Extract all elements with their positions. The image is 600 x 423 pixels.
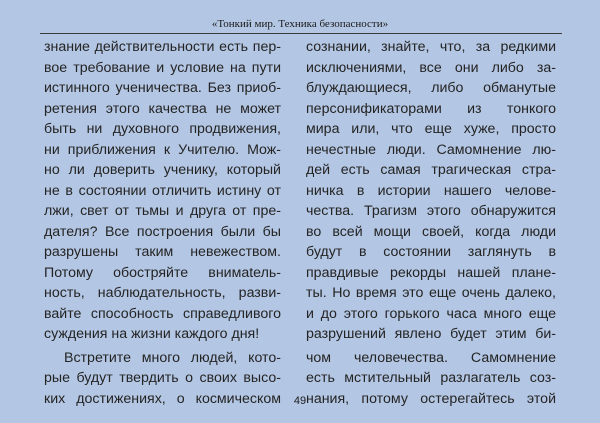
text-line: вайте способность справедливого bbox=[44, 305, 281, 322]
text-line: блуждающиеся, либо обманутые bbox=[306, 80, 556, 96]
text-line: и до этого горького часа много еще bbox=[306, 305, 556, 322]
text-line: вое требование и условие на пути bbox=[44, 59, 281, 76]
text-line: дателя? Все построения были бы bbox=[44, 223, 281, 240]
text-line: ничка в истории нашего челове- bbox=[306, 182, 556, 199]
page-number: 49 bbox=[293, 395, 307, 407]
text-line: дей есть самая трагическая стра- bbox=[306, 162, 556, 178]
left-text-column bbox=[44, 37, 281, 409]
right-text-column bbox=[306, 37, 556, 409]
text-line: есть мстительный разлагатель соз- bbox=[306, 370, 556, 386]
text-line: лжи, свет от тьмы и друга от пре- bbox=[44, 203, 281, 219]
running-header: «Тонкий мир. Техника безопасности» bbox=[211, 18, 389, 30]
text-line: Встретите много людей, кото- bbox=[64, 349, 281, 366]
text-line: разрушены таким невежеством. bbox=[44, 244, 281, 260]
text-line: истинного ученичества. Без приоб- bbox=[44, 80, 281, 96]
text-line: знание действительности есть пер- bbox=[44, 39, 281, 55]
text-line: не в состоянии отличить истину от bbox=[44, 182, 281, 199]
text-line: чом человечества. Самомнение bbox=[306, 349, 556, 366]
text-line: правдивые рекорды нашей плане- bbox=[306, 264, 556, 281]
text-line: но ли доверить ученику, который bbox=[44, 162, 281, 178]
text-line: разрушений явлено будет этим би- bbox=[306, 326, 556, 342]
text-line: ких достижениях, о космическом bbox=[44, 390, 281, 407]
text-line: чества. Трагизм этого обнаружится bbox=[306, 203, 556, 219]
text-line: суждения на жизни каждого дня! bbox=[44, 326, 260, 342]
text-line: персонификаторами из тонкого bbox=[306, 100, 556, 117]
text-line: нания, потому остерегайтесь этой bbox=[306, 390, 556, 407]
text-line: будут в состоянии заглянуть в bbox=[306, 244, 556, 260]
text-line: рые будут твердить о своих высо- bbox=[44, 370, 281, 386]
text-line: во всей мощи своей, когда люди bbox=[306, 223, 556, 240]
text-line: ность, наблюдательность, разви- bbox=[44, 285, 281, 301]
text-line: исключениями, все они либо за- bbox=[306, 59, 556, 76]
text-line: ты. Но время это еще очень далеко, bbox=[306, 285, 556, 301]
text-line: нечестные люди. Самомнение лю- bbox=[306, 141, 556, 158]
text-line: быть ни духовного продвижения, bbox=[44, 121, 281, 137]
text-line: ни приближения к Учителю. Мож- bbox=[44, 141, 281, 158]
header-rule bbox=[40, 33, 562, 34]
text-line: Потому обостряйте внимatель- bbox=[44, 264, 281, 281]
text-line: сознании, знайте, что, за редкими bbox=[306, 39, 556, 55]
text-line: ретения этого качества не может bbox=[44, 100, 281, 117]
text-line: мира или, что еще хуже, просто bbox=[306, 121, 556, 137]
